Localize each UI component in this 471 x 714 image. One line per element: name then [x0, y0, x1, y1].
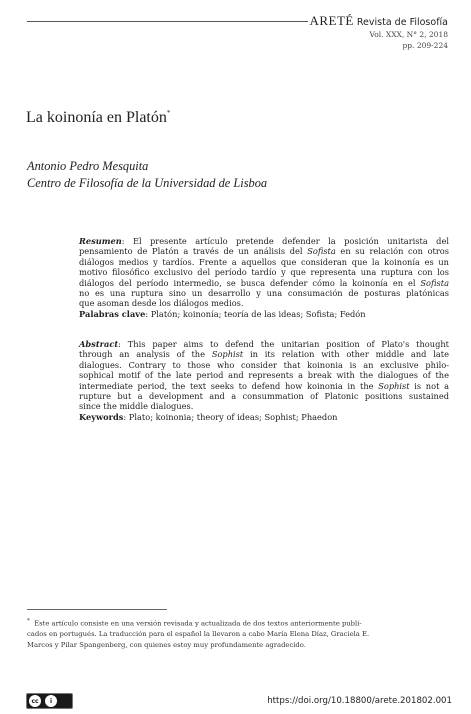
author-block: [27, 158, 267, 192]
keywords-es-label: Palabras clave: [79, 308, 146, 319]
abstract-en-line: through an analysis of the Sophist in its relation with other middle and late: [79, 349, 449, 360]
journal-pages: pp. 209-224: [402, 41, 448, 50]
footnote-mark: *: [27, 618, 30, 624]
abstract-es-line: Resumen: El presente artículo pretende defender la posición unitarista del: [79, 236, 449, 246]
title-footnote-mark[interactable]: *: [166, 109, 171, 117]
abstract-es-line: pensamiento de Platón a través de un análisis del Sofista en su relación con otros: [79, 246, 449, 257]
abstract-es-heading: Resumen: [79, 236, 122, 246]
journal-volume: Vol. XXX, N° 2, 2018: [369, 30, 448, 39]
footnote-line: Marcos y Pilar Spangenberg, con quienes estoy muy profundamente agradecido.: [27, 641, 306, 650]
keywords-en: Keywords: Plato; koinonia; theory of ideas; Sophist; Phaedon: [79, 411, 338, 422]
cc-license-badge[interactable]: [26, 693, 73, 709]
keywords-es: Palabras clave: Platón; koinonía; teoría de las ideas; Sofista; Fedón: [79, 308, 366, 319]
footnote-line: cados en portugués. La traducción para el español la llevaron a cabo María Elena Díaz, Graciela E.: [27, 630, 370, 639]
footnote-rule: [27, 609, 167, 610]
author-affiliation: Centro de Filosofía de la Universidad de Lisboa: [27, 176, 268, 190]
journal-name: ARETÉ: [309, 13, 354, 28]
abstract-english: [79, 339, 449, 422]
doi-link[interactable]: https://doi.org/10.18800/arete.201802.001: [267, 696, 452, 706]
journal-subtitle: Revista de Filosofía: [356, 17, 448, 28]
article-title-text: La koinonía en Platón: [26, 109, 167, 126]
author-name: Antonio Pedro Mesquita: [27, 159, 149, 173]
abstract-en-line: sophical motif of the late period and represents a break with the dialogues of the: [79, 370, 449, 381]
attribution-icon: i: [45, 695, 57, 707]
abstract-en-line: Abstract: This paper aims to defend the unitarian position of Plato's thought: [79, 339, 449, 349]
abstract-en-line: since the middle dialogues.: [79, 401, 194, 412]
article-title: [26, 109, 170, 127]
journal-header: [309, 13, 448, 51]
creative-commons-icon: cc: [29, 695, 41, 707]
abstract-spanish: [79, 236, 449, 319]
keywords-en-label: Keywords: [79, 411, 124, 422]
abstract-en-line: rupture but a development and a consummation of Platonic positions sustained: [79, 391, 449, 402]
abstract-es-line: diálogos medios y tardíos. Frente a aquellos que consideran que la koinonía es un: [79, 256, 449, 267]
abstract-en-heading: Abstract: [79, 339, 119, 349]
footnote-line: * Este artículo consiste en una versión revisada y actualizada de dos textos anteriormente publi-: [27, 618, 362, 628]
abstract-en-line: dialogues. Contrary to those who consider that koinonia is an exclusive philo-: [79, 359, 449, 370]
abstract-en-line: intermediate period, the text seeks to defend how koinonia in the Sophist is not a: [79, 380, 449, 391]
abstract-es-line: no es una ruptura sino un desarrollo y una consumación de posturas platónicas: [79, 288, 449, 299]
journal-title: [309, 13, 448, 29]
abstract-es-line: diálogos del período intermedio, se busca defender cómo la koinonía en el Sofista: [79, 277, 449, 288]
abstract-es-line: motivo filosófico exclusivo del período tardío y que representa una ruptura con los: [79, 267, 449, 278]
header-rule: [27, 21, 308, 22]
abstract-es-line: que asoman desde los diálogos medios.: [79, 298, 244, 309]
footnote: [27, 616, 451, 651]
